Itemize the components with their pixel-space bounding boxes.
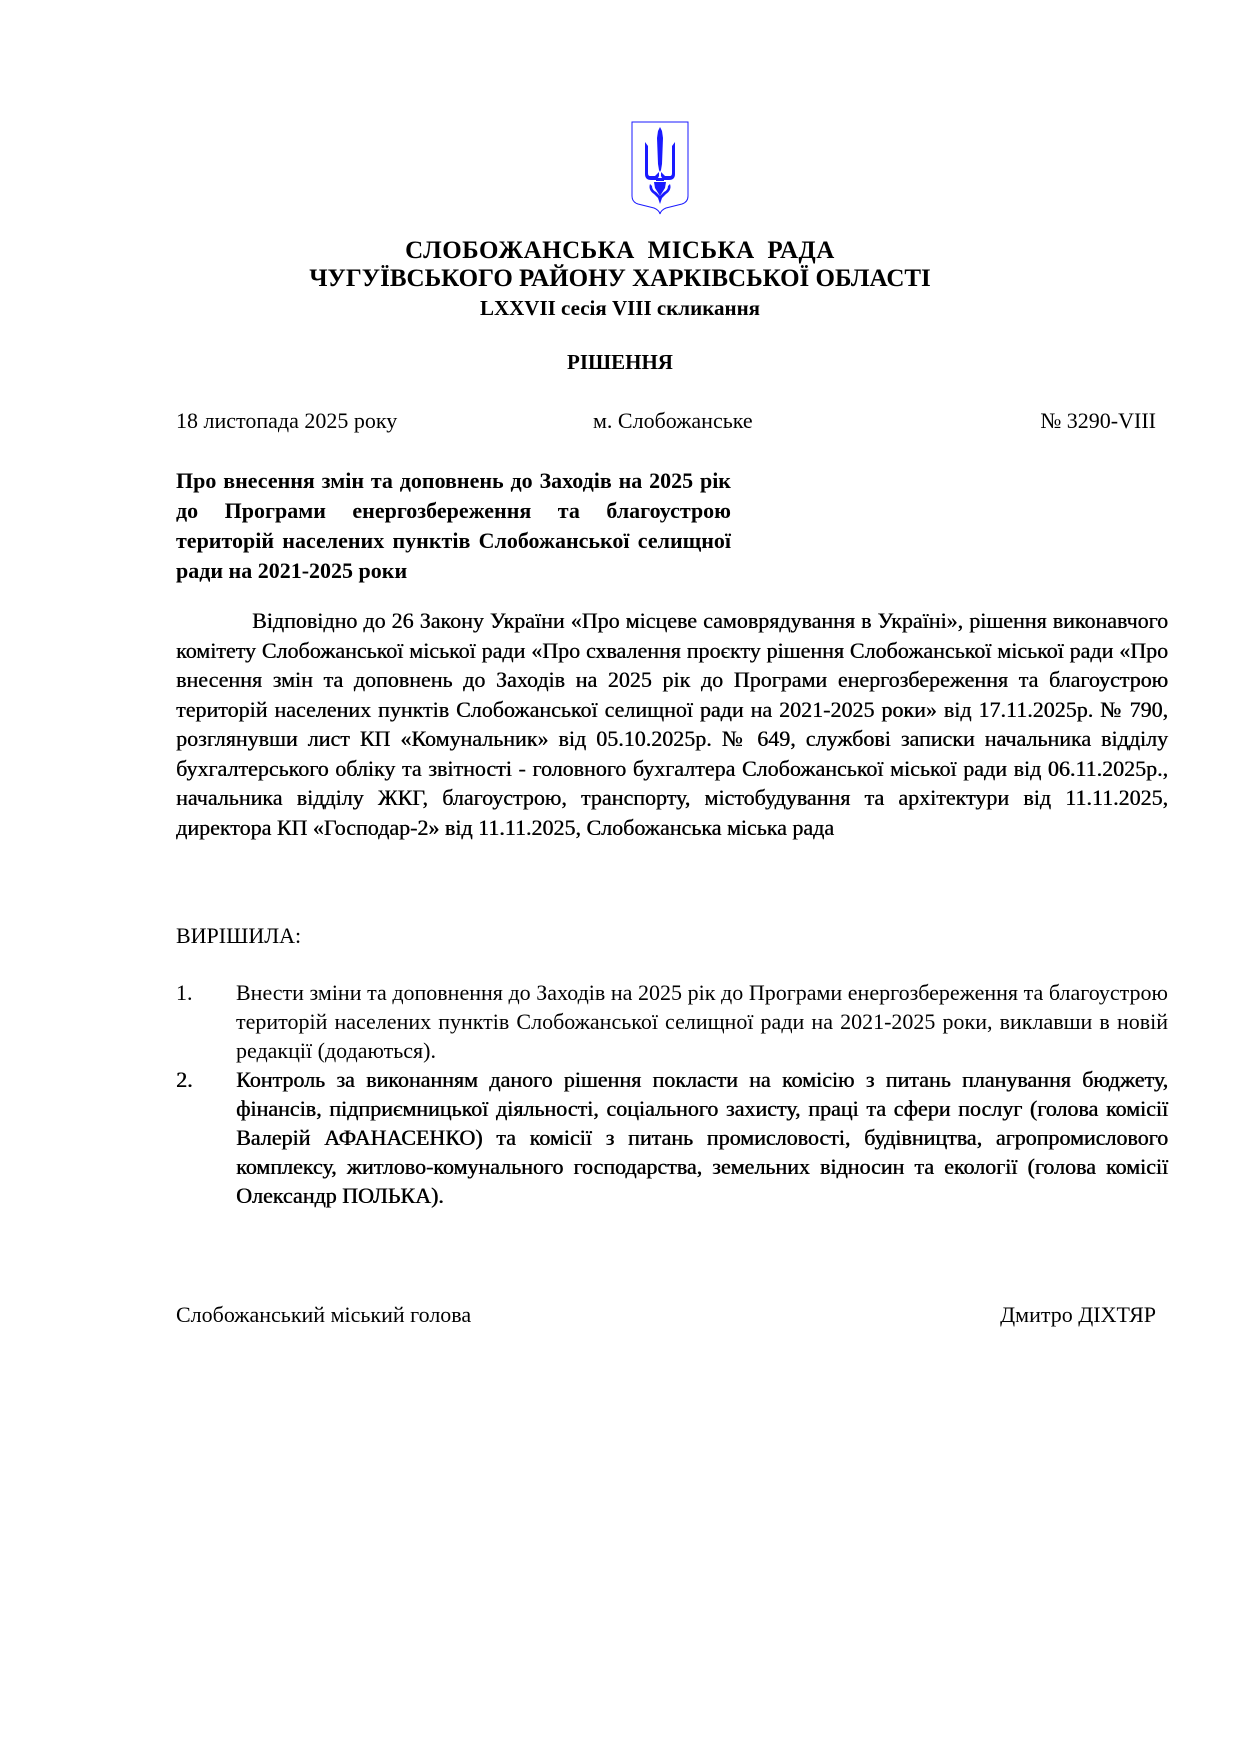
decision-number: 2. xyxy=(176,1067,193,1092)
document-date: 18 листопада 2025 року xyxy=(176,408,398,433)
document-number: № 3290-VIII xyxy=(1040,408,1156,433)
signatory-role: Слобожанський міський голова xyxy=(176,1302,472,1327)
signatory-name: Дмитро ДІХТЯР xyxy=(1000,1302,1156,1327)
decision-list xyxy=(176,978,1168,1210)
decision-text: Контроль за виконанням даного рішення покласти на комісію з питань планування бюджету, фінансів, підприємницької діяльності, соціального захисту, праці та сфери послуг (голова комісії Валерій АФАНАСЕНКО) та комісії з питань промисловості, будівництва, агропромислового комплексу, житлово-комунального господарства, земельних відносин та екології (голова комісії Олександр ПОЛЬКА). xyxy=(236,1067,1168,1208)
document-type-title: РІШЕННЯ xyxy=(567,350,673,374)
decision-item xyxy=(176,978,1168,1065)
resolved-label: ВИРІШИЛА: xyxy=(176,923,302,948)
council-region: ЧУГУЇВСЬКОГО РАЙОНУ ХАРКІВСЬКОЇ ОБЛАСТІ xyxy=(309,265,931,292)
decision-subject: Про внесення змін та доповнень до Заходів на 2025 рік до Програми енергозбереження та благоустрою територій населених пунктів Слобожанської селищної ради на 2021-2025 роки xyxy=(176,468,731,583)
decision-text: Внести зміни та доповнення до Заходів на 2025 рік до Програми енергозбереження та благоустрою територій населених пунктів Слобожанської селищної ради на 2021-2025 роки, виклавши в новій редакції (додаються). xyxy=(236,980,1168,1063)
preamble-paragraph: Відповідно до 26 Закону України «Про місцеве самоврядування в Україні», рішення виконавчого комітету Слобожанської міської ради «Про схвалення проєкту рішення Слобожанської міської ради «Про внесення змін та доповнень до Заходів на 2025 рік до Програми енергозбереження та благоустрою територій населених пунктів Слобожанської селищної ради на 2021-2025 роки» від 17.11.2025р. № 790, розглянувши лист КП «Комунальник» від 05.10.2025р. № 649, службові записки начальника відділу бухгалтерського обліку та звітності - головного бухгалтера Слобожанської міської ради від 06.11.2025р., начальника відділу ЖКГ, благоустрою, транспорту, містобудування та архітектури від 11.11.2025, директора КП «Господар-2» від 11.11.2025, Слобожанська міська рада xyxy=(176,608,1168,840)
document-place: м. Слобожанське xyxy=(593,408,753,433)
ukraine-coat-of-arms-icon xyxy=(628,118,692,216)
decision-number: 1. xyxy=(176,980,193,1005)
council-name: СЛОБОЖАНСЬКА МІСЬКА РАДА xyxy=(405,237,835,264)
session-info: LXXVII сесія VIII скликання xyxy=(479,296,761,320)
decision-item xyxy=(176,1065,1168,1210)
